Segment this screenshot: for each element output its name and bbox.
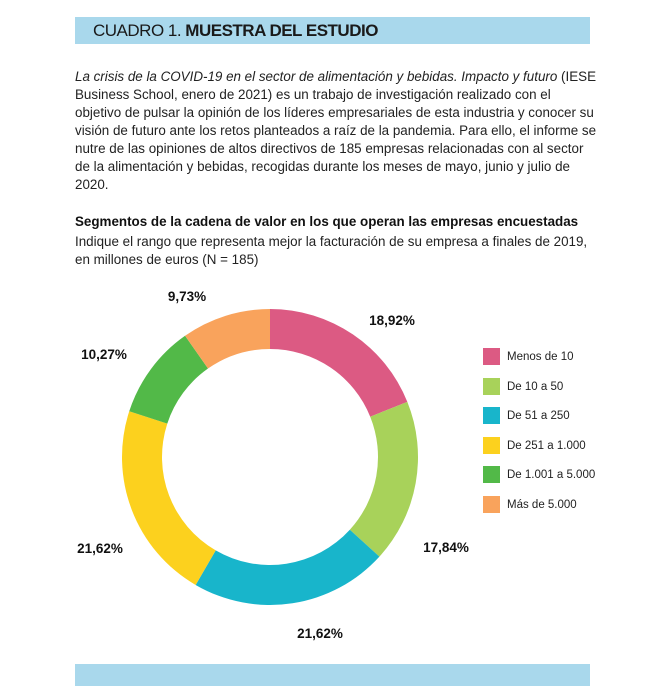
- data-label: 21,62%: [77, 541, 123, 556]
- data-label: 18,92%: [369, 313, 415, 328]
- data-label: 17,84%: [423, 540, 469, 555]
- data-label: 9,73%: [167, 289, 207, 304]
- legend-swatch: [483, 348, 500, 365]
- legend-label: De 251 a 1.000: [507, 439, 586, 452]
- chart-title: Segmentos de la cadena de valor en los que operan las empresas encuestadas: [75, 214, 579, 229]
- legend-swatch: [483, 378, 500, 395]
- title-prefix: CUADRO 1.: [93, 21, 186, 40]
- legend-swatch: [483, 407, 500, 424]
- data-label: 10,27%: [81, 347, 127, 362]
- legend-swatch: [483, 466, 500, 483]
- intro-text: (IESE Business School, enero de 2021) es un trabajo de investigación realizado con el objetivo de pulsar la opinión de los líderes empresariales de esta industria y conocer su visión de futuro ante los retos planteados a raíz de la pandemia. Para ello, el informe se nutre de las opiniones de altos directivos de 185 empresas relacionadas con al sector de la alimentación y bebidas, recogidas durante los meses de mayo, junio y julio de 2020.: [75, 69, 597, 192]
- slice-de-51-a-250: [196, 530, 380, 605]
- data-label: 21,62%: [297, 626, 343, 641]
- legend-label: De 1.001 a 5.000: [507, 469, 596, 481]
- legend-label: De 10 a 50: [507, 380, 564, 393]
- legend-label: Menos de 10: [507, 351, 574, 363]
- legend-label: Más de 5.000: [507, 498, 577, 511]
- intro-report-title: La crisis de la COVID-19 en el sector de alimentación y bebidas. Impacto y futuro: [75, 69, 558, 84]
- slice-de-251-a-1-000: [122, 411, 216, 585]
- legend-label: De 51 a 250: [507, 410, 570, 422]
- slice-de-10-a-50: [350, 402, 418, 557]
- title-main: MUESTRA DEL ESTUDIO: [185, 21, 378, 40]
- legend-swatch: [483, 437, 500, 454]
- legend-swatch: [483, 496, 500, 513]
- footer-bar: [75, 664, 590, 686]
- chart-subtitle: Indique el rango que representa mejor la facturación de su empresa a finales de 2019, en millones de euros (N = 185): [75, 234, 588, 267]
